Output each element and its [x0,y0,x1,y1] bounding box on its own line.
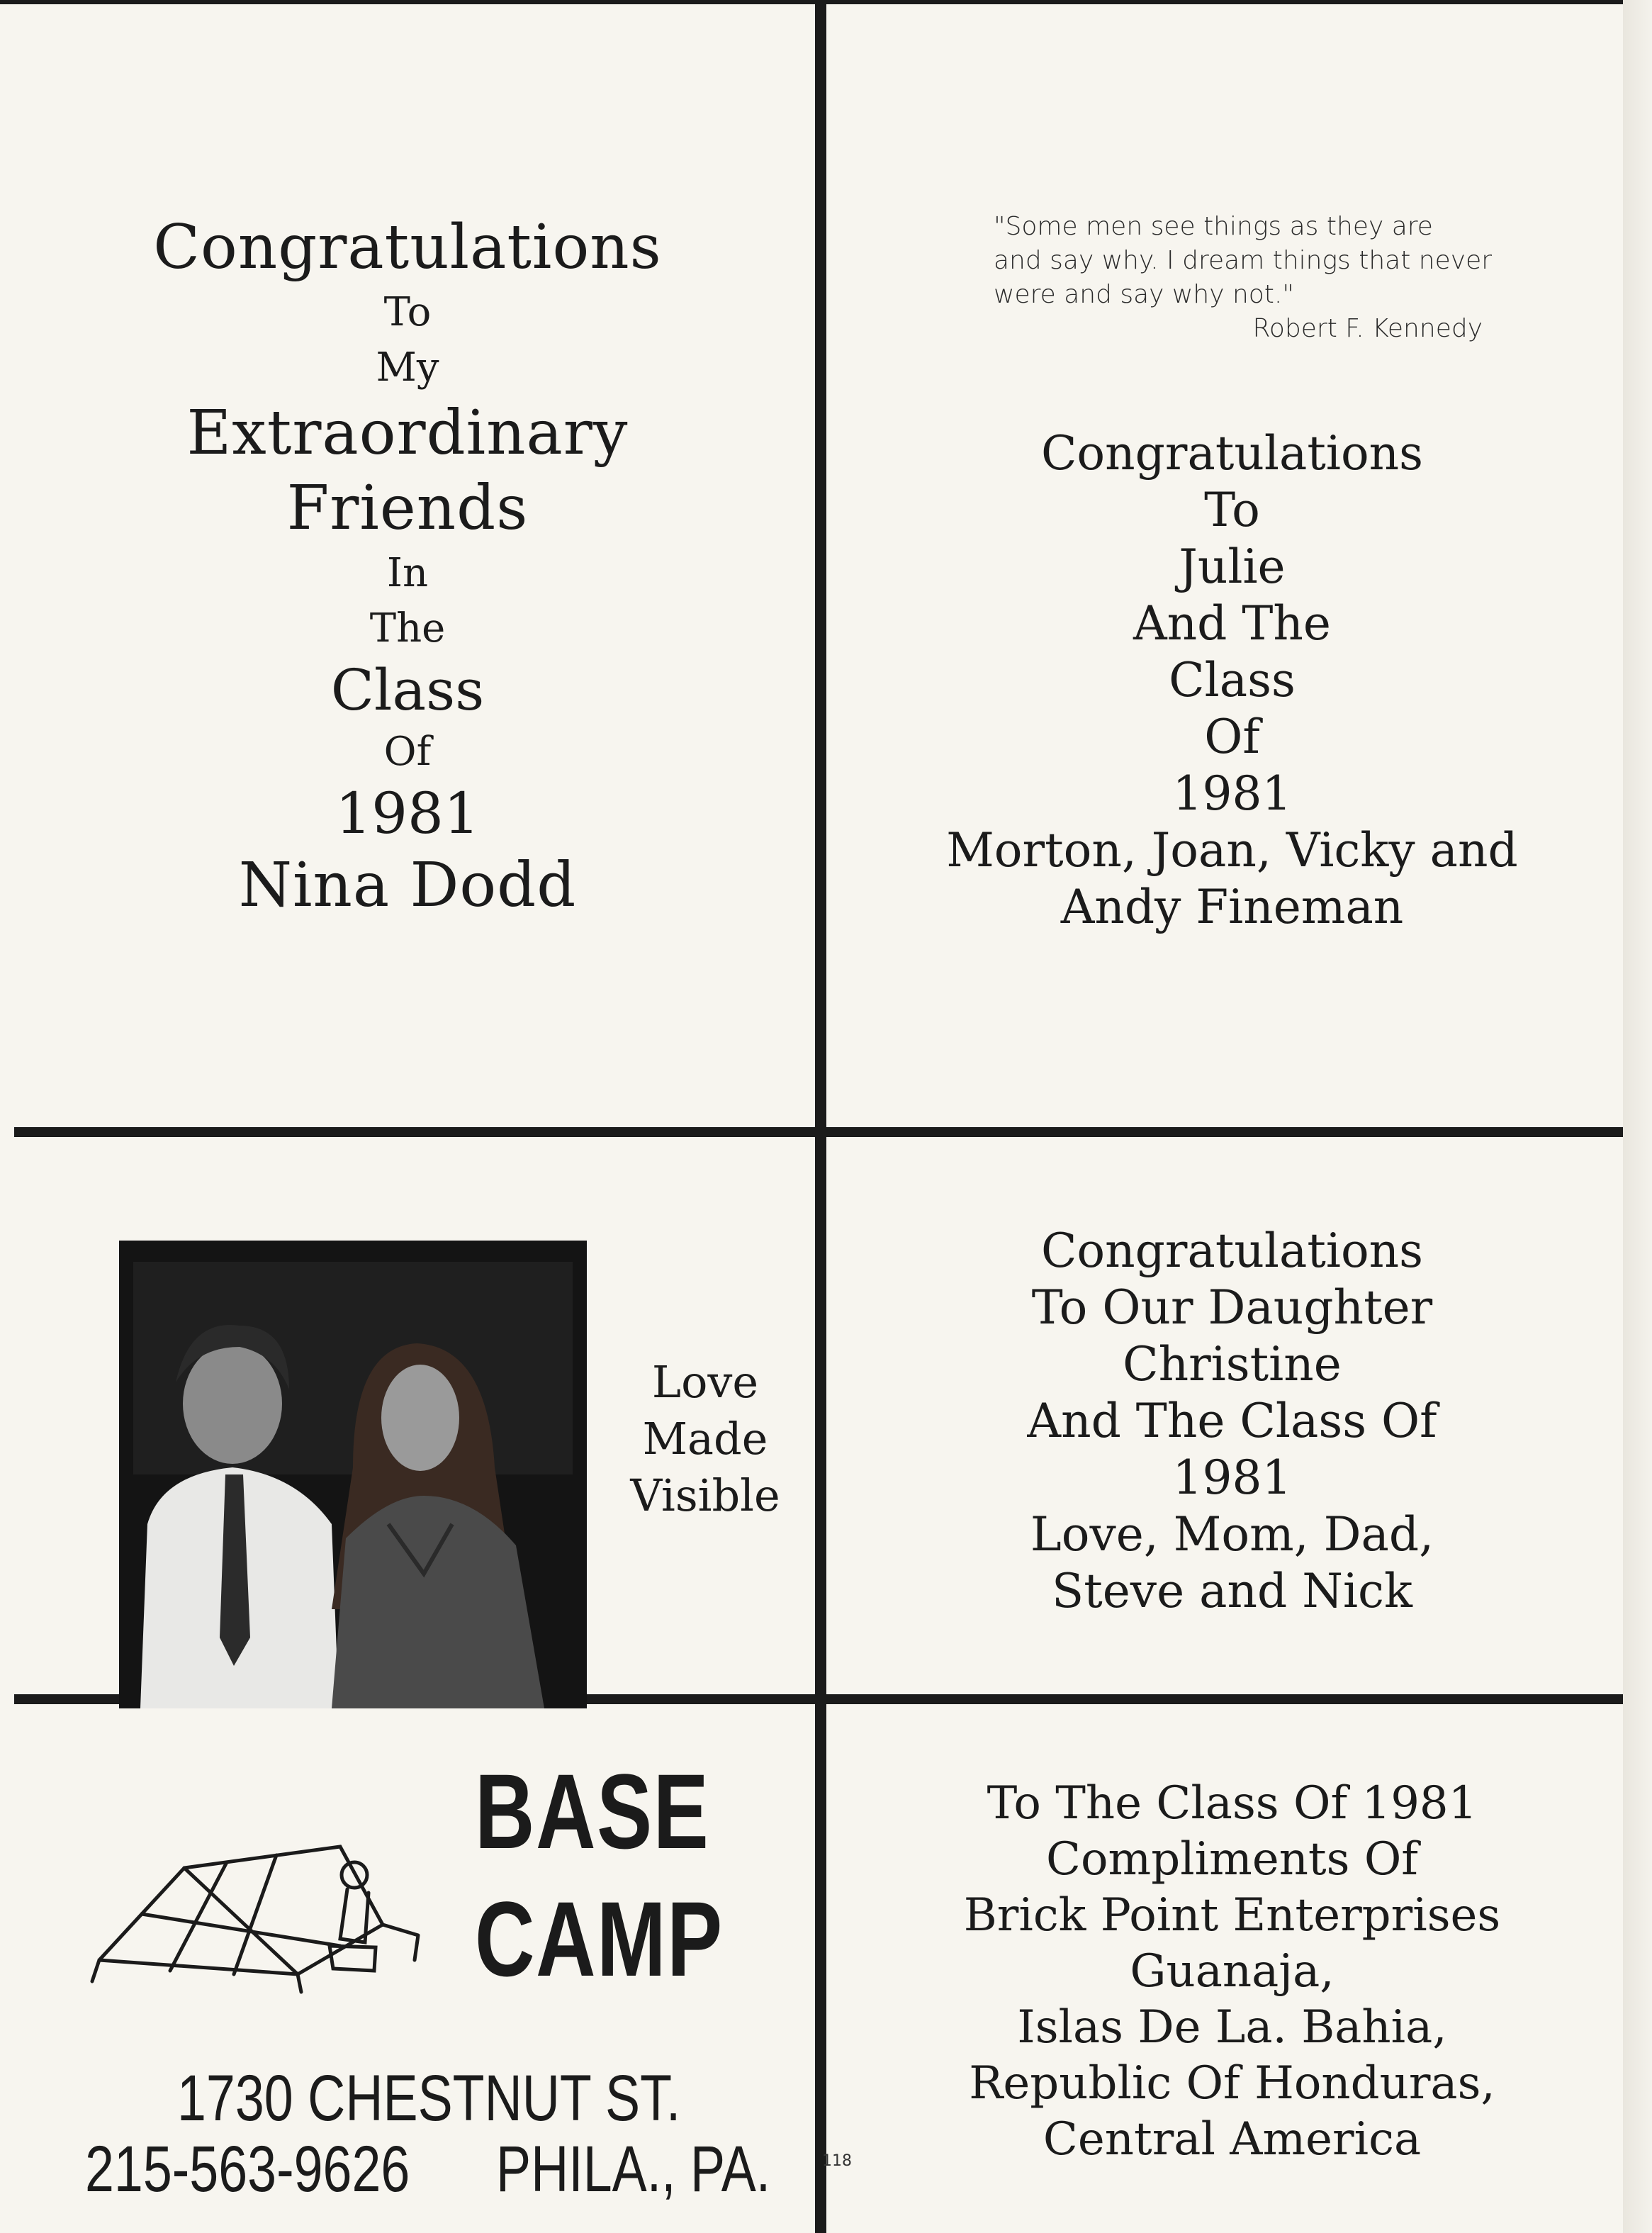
ad-christine [826,1138,1638,1694]
photo-illustration [119,1241,587,1708]
ad-line: In [386,550,429,596]
ad-line: 1981 [1172,1450,1292,1505]
ad-signature: Andy Fineman [1060,880,1404,934]
ad-nina-dodd [0,0,815,1127]
ad-love-made-visible [14,1138,815,1694]
quote-line: "Some men see things as they are [994,212,1433,241]
ad-signature: Steve and Nick [1051,1564,1413,1618]
ad-line: To [383,289,432,335]
ad-signature: Morton, Joan, Vicky and [946,823,1518,878]
ad-line: Julie [1179,539,1286,594]
city-state: PHILA., PA. [496,2133,771,2205]
ad-line: And The [1133,596,1331,651]
ad-line: Congratulations [1040,1224,1424,1278]
caption-line: Visible [630,1470,780,1521]
ad-line: And The Class Of [1027,1394,1437,1448]
phone-number: 215-563-9626 [85,2133,410,2205]
ad-line: 1981 [335,780,480,846]
ad-text [826,1223,1638,1620]
ad-line: Friends [286,473,529,544]
ad-line: Congratulations [153,212,662,283]
page-number: 118 [822,2152,852,2170]
ad-line: Of [1204,710,1260,764]
ad-line: To [1204,483,1260,537]
ad-signature: Love, Mom, Dad, [1030,1507,1434,1562]
ad-line: The [369,605,446,651]
ad-line: Christine [1123,1337,1342,1392]
ad-line: Class [330,657,485,723]
ad-line: To The Class Of 1981 [987,1777,1478,1830]
vertical-divider [815,0,826,2233]
quote-line: and say why. I dream things that never [994,246,1493,275]
base-camp-title [475,1747,724,2003]
ad-line: To Our Daughter [1031,1280,1433,1335]
street-address: 1730 CHESTNUT ST. [177,2062,681,2134]
ad-line: Guanaja, [1130,1945,1334,1998]
quote [994,210,1493,346]
quote-author: Robert F. Kennedy [1252,314,1483,343]
quote-line: were and say why not." [994,280,1294,309]
title-line: CAMP [475,1879,724,1998]
ad-base-camp [14,1705,815,2233]
caption-line: Love [651,1356,759,1408]
ad-text [826,425,1638,936]
ad-line: Islas De La. Bahia, [1017,2001,1447,2054]
ad-line: 1981 [1172,766,1292,821]
ad-signature: Nina Dodd [238,850,577,921]
title-line: BASE [475,1752,710,1871]
tent-icon [85,1818,482,2003]
photo-caption [602,1354,808,1524]
ad-julie [826,0,1638,1127]
ad-line: Of [383,729,432,775]
ad-line: Central America [1043,2113,1422,2166]
ad-line: Class [1169,653,1296,707]
couple-photo [119,1241,587,1708]
ad-brick-point [826,1705,1638,2233]
ad-line: Brick Point Enterprises [963,1889,1501,1942]
horizontal-divider-top [14,1127,1637,1137]
ad-line: Compliments Of [1046,1833,1418,1886]
ad-line: My [376,345,439,391]
ad-line: Congratulations [1040,426,1424,481]
ad-line: Extraordinary [186,398,629,469]
ad-text [826,1776,1638,2168]
caption-line: Made [642,1413,768,1465]
ad-line: Republic Of Honduras, [969,2057,1495,2110]
